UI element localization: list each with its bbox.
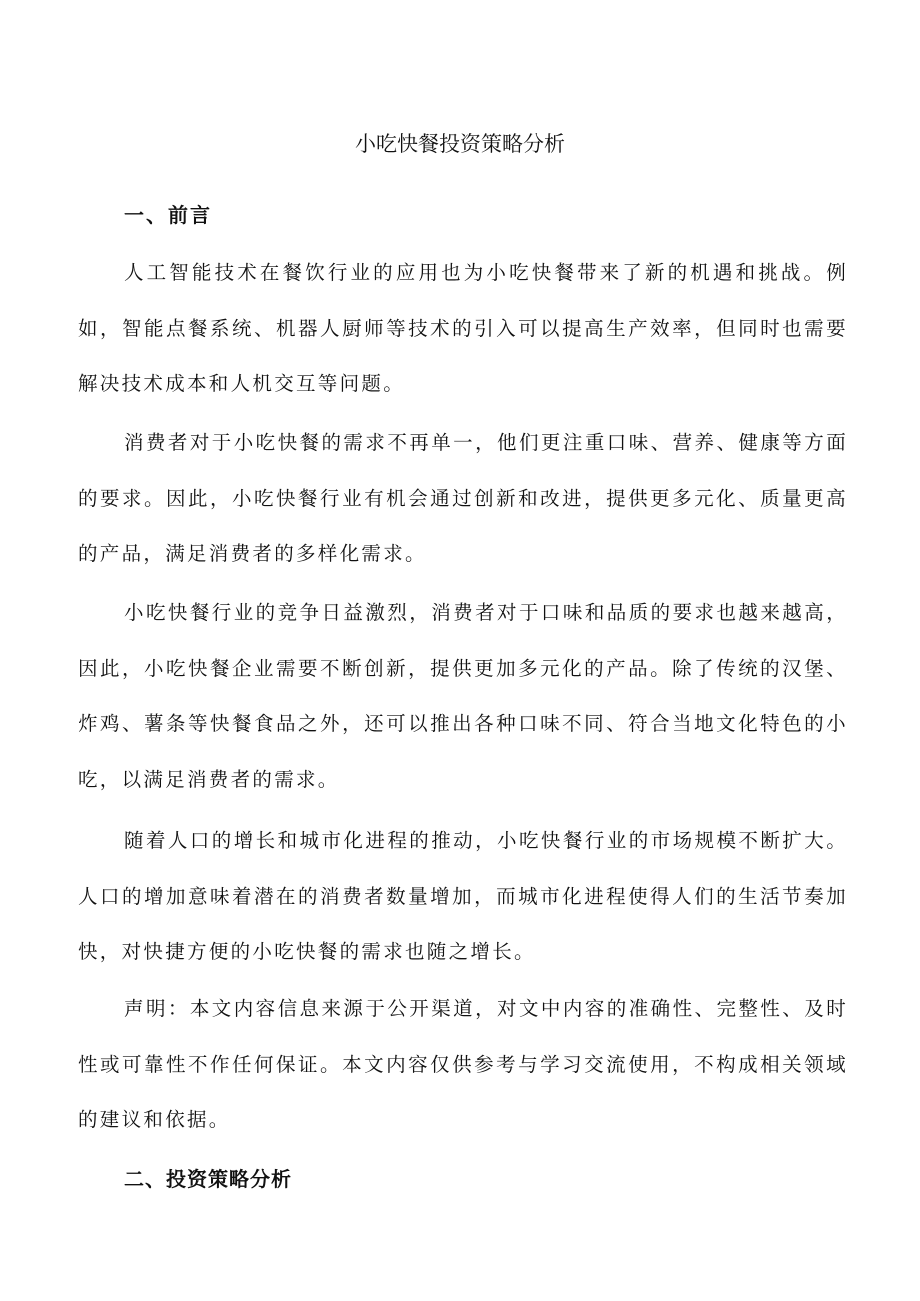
paragraph-competition: 小吃快餐行业的竞争日益激烈，消费者对于口味和品质的要求也越来越高，因此，小吃快餐企业需要不断创新，提供更加多元化的产品。除了传统的汉堡、炸鸡、薯条等快餐食品之外，还可以推出各种口味不同、符合当地文化特色的小吃，以满足消费者的需求。 — [78, 601, 848, 791]
paragraph-consumer-demand: 消费者对于小吃快餐的需求不再单一，他们更注重口味、营养、健康等方面的要求。因此，小吃快餐行业有机会通过创新和改进，提供更多元化、质量更高的产品，满足消费者的多样化需求。 — [78, 431, 848, 565]
paragraph-disclaimer: 声明：本文内容信息来源于公开渠道，对文中内容的准确性、完整性、及时性或可靠性不作任何保证。本文内容仅供参考与学习交流使用，不构成相关领域的建议和依据。 — [78, 997, 848, 1131]
paragraph-ai-technology: 人工智能技术在餐饮行业的应用也为小吃快餐带来了新的机遇和挑战。例如，智能点餐系统、机器人厨师等技术的引入可以提高生产效率，但同时也需要解决技术成本和人机交互等问题。 — [78, 261, 848, 395]
section-heading-investment-strategy: 二、投资策略分析 — [124, 1167, 292, 1191]
page-title: 小吃快餐投资策略分析 — [355, 132, 565, 156]
paragraph-market-growth: 随着人口的增长和城市化进程的推动，小吃快餐行业的市场规模不断扩大。人口的增加意味着潜在的消费者数量增加，而城市化进程使得人们的生活节奏加快，对快捷方便的小吃快餐的需求也随之增长。 — [78, 829, 848, 963]
section-heading-preface: 一、前言 — [124, 203, 212, 227]
